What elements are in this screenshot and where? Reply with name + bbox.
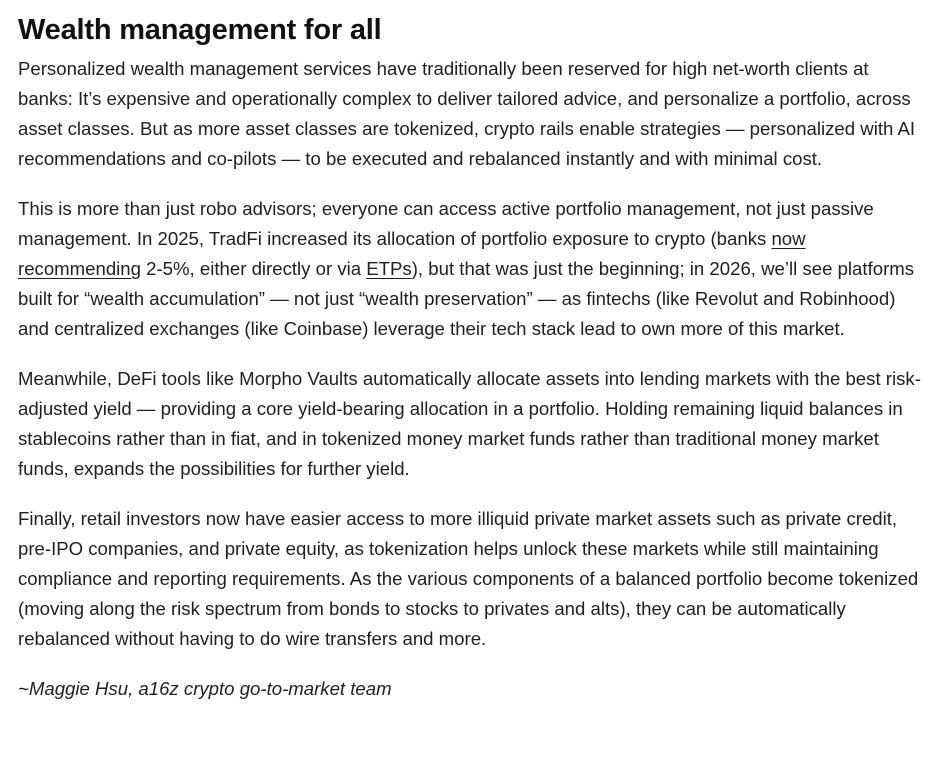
author-signature: ~Maggie Hsu, a16z crypto go-to-market team <box>18 678 392 699</box>
paragraph-2-text-2: 2-5%, either directly or via <box>140 258 367 279</box>
article-title: Wealth management for all <box>18 14 382 46</box>
paragraph-2 <box>18 194 928 344</box>
paragraph-2-text-3: ), but that was just the beginning; in 2026, we’ll see platforms built for “wealth accumulation” — not just “wealth preservation” — as fintechs (like Revolut and Robinhood) and centralized exchanges (like Coinbase) leverage their tech stack lead to own more of this market. <box>18 258 915 339</box>
article <box>18 10 928 704</box>
paragraph-4: Finally, retail investors now have easier access to more illiquid private market assets such as private credit, pre-IPO companies, and private equity, as tokenization helps unlock these markets while still maintaining compliance and reporting requirements. As the various components of a balanced portfolio become tokenized (moving along the risk spectrum from bonds to stocks to privates and alts), they can be automatically rebalanced without having to do wire transfers and more. <box>18 508 919 649</box>
paragraph-1: Personalized wealth management services have traditionally been reserved for high net-worth clients at banks: It’s expensive and operationally complex to deliver tailored advice, and personalize a portfolio, across asset classes. But as more asset classes are tokenized, crypto rails enable strategies — personalized with AI recommendations and co-pilots — to be executed and rebalanced instantly and with minimal cost. <box>18 58 916 169</box>
now-recommending-link[interactable]: now recommending <box>18 228 806 279</box>
paragraph-3: Meanwhile, DeFi tools like Morpho Vaults automatically allocate assets into lending markets with the best risk-adjusted yield — providing a core yield-bearing allocation in a portfolio. Holding remaining liquid balances in stablecoins rather than in fiat, and in tokenized money market funds rather than traditional money market funds, expands the possibilities for further yield. <box>18 368 921 479</box>
paragraph-2-text-1: This is more than just robo advisors; everyone can access active portfolio management, not just passive management. In 2025, TradFi increased its allocation of portfolio exposure to crypto (banks <box>18 198 874 249</box>
etps-link[interactable]: ETPs <box>366 258 412 279</box>
